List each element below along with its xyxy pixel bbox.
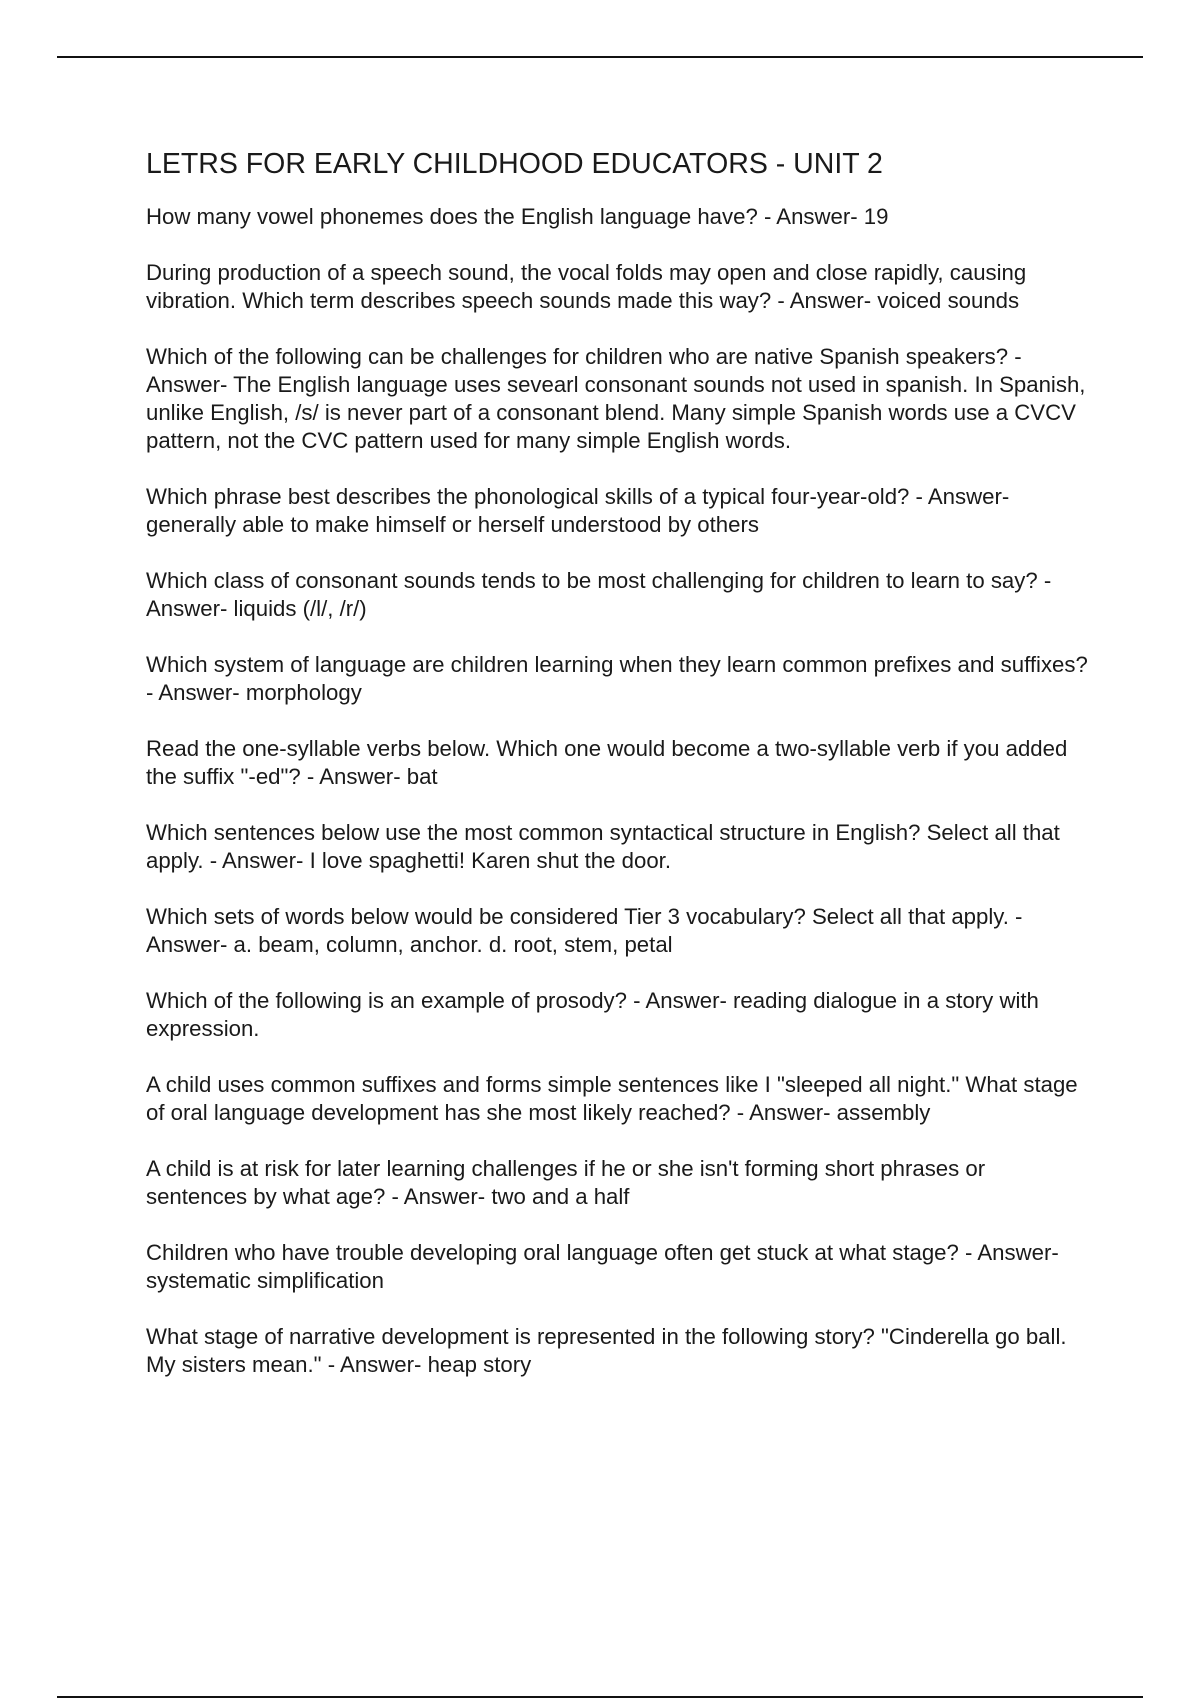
qa-item: Which sentences below use the most common syntactical structure in English? Select all that apply. - Answer- I love spaghetti! Karen shut the door.: [146, 820, 1060, 873]
qa-item: A child is at risk for later learning challenges if he or she isn't forming short phrases or sentences by what age? - Answer- two and a half: [146, 1156, 986, 1209]
qa-item: A child uses common suffixes and forms simple sentences like I "sleeped all night." What stage of oral language development has she most likely reached? - Answer- assembly: [146, 1072, 1078, 1125]
document-body: [146, 146, 1092, 1407]
qa-item: During production of a speech sound, the vocal folds may open and close rapidly, causing vibration. Which term describes speech sounds made this way? - Answer- voiced sounds: [146, 260, 1027, 313]
qa-item: What stage of narrative development is represented in the following story? "Cinderella go ball. My sisters mean." - Answer- heap story: [146, 1324, 1067, 1377]
qa-item: Children who have trouble developing oral language often get stuck at what stage? - Answer- systematic simplification: [146, 1240, 1059, 1293]
qa-item: Read the one-syllable verbs below. Which one would become a two-syllable verb if you added the suffix "-ed"? - Answer- bat: [146, 736, 1068, 789]
bottom-divider: [57, 1696, 1143, 1698]
qa-item: Which phrase best describes the phonological skills of a typical four-year-old? - Answer- generally able to make himself or herself understood by others: [146, 484, 1010, 537]
qa-item: Which system of language are children learning when they learn common prefixes and suffixes? - Answer- morphology: [146, 652, 1088, 705]
top-divider: [57, 56, 1143, 58]
qa-item: Which class of consonant sounds tends to be most challenging for children to learn to say? - Answer- liquids (/l/, /r/): [146, 568, 1052, 621]
document-title: LETRS FOR EARLY CHILDHOOD EDUCATORS - UNIT 2: [146, 148, 883, 180]
qa-item: Which of the following can be challenges for children who are native Spanish speakers? - Answer- The English language uses sevearl consonant sounds not used in spanish. In Spanish, unlike English, /s/ is never part of a consonant blend. Many simple Spanish words use a CVCV pattern, not the CVC pattern used for many simple English words.: [146, 344, 1086, 453]
qa-list: [146, 203, 1092, 1379]
qa-item: Which sets of words below would be considered Tier 3 vocabulary? Select all that apply. - Answer- a. beam, column, anchor. d. root, stem, petal: [146, 904, 1023, 957]
qa-item: How many vowel phonemes does the English language have? - Answer- 19: [146, 204, 889, 229]
qa-item: Which of the following is an example of prosody? - Answer- reading dialogue in a story with expression.: [146, 988, 1039, 1041]
